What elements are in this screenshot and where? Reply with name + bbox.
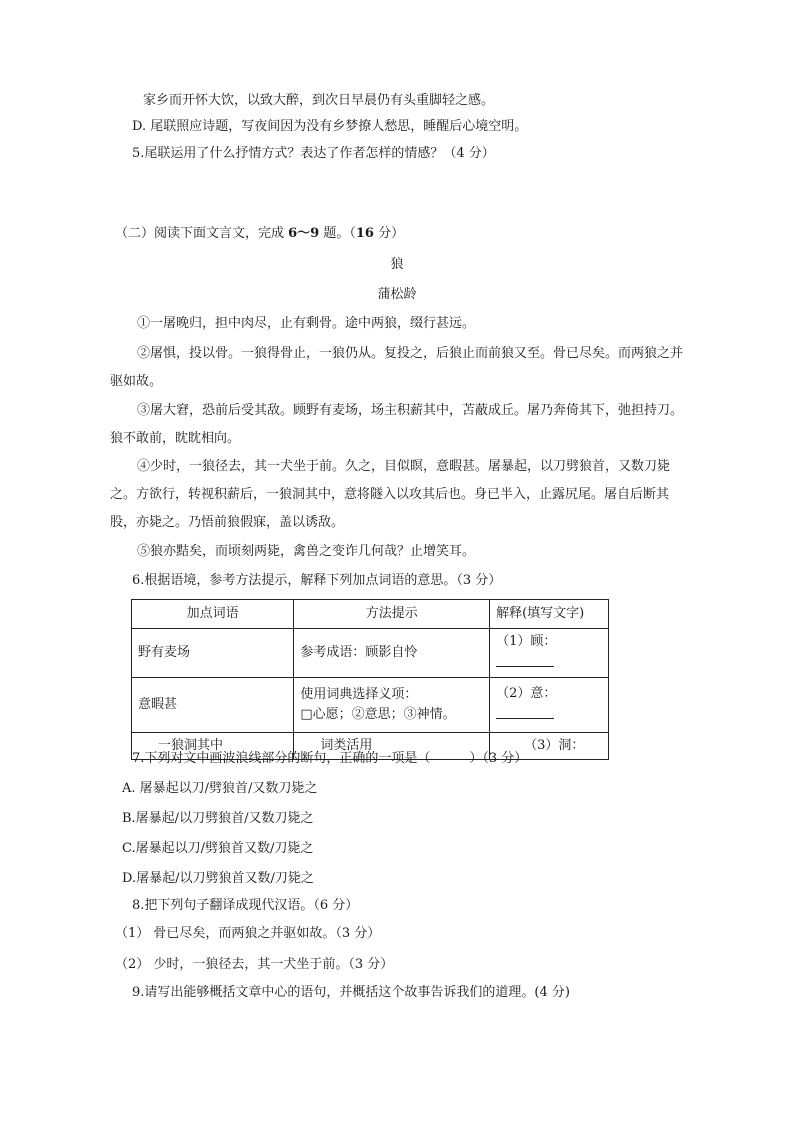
passage-paragraph-2: ②屠惧，投以骨。一狼得骨止，一狼仍从。复投之，后狼止而前狼又至。骨已尽矣。而两狼之并驱如故。 bbox=[110, 346, 684, 389]
passage-title: 狼 bbox=[390, 257, 404, 272]
question-8-sentence-1: （1） 骨已尽矣，而两狼之并驱如故。（3 分） bbox=[115, 926, 381, 941]
passage-paragraph-3: ③屠大窘，恐前后受其敌。顾野有麦场，场主积薪其中，苫蔽成丘。屠乃奔倚其下，弛担持刀。狼不敢前，眈眈相向。 bbox=[110, 403, 684, 446]
table-cell-word: 意暇甚 bbox=[132, 678, 294, 733]
question-8-stem: 8.把下列句子翻译成现代汉语。（6 分） bbox=[132, 898, 359, 913]
table-cell-hint: 参考成语：顾影自怜 bbox=[294, 629, 490, 678]
table-cell-hint: 词类活用 bbox=[294, 733, 490, 760]
answer-blank[interactable] bbox=[496, 652, 554, 667]
option-a: A. 屠暴起以刀/劈狼首/又数刀毙之 bbox=[122, 781, 318, 796]
answer-blank[interactable] bbox=[496, 704, 554, 719]
heading-score: 16 bbox=[355, 226, 374, 241]
option-d: D. 尾联照应诗题，写夜间因为没有乡梦撩人愁思，睡醒后心境空明。 bbox=[132, 119, 528, 134]
answer-label: （2）意： bbox=[496, 686, 557, 701]
option-d: D.屠暴起/以刀劈狼首又数/刀毙之 bbox=[122, 871, 314, 886]
heading-text: （二）阅读下面文言文，完成 bbox=[115, 226, 289, 241]
passage-paragraph-5: ⑤狼亦黠矣，而顷刻两毙，禽兽之变诈几何哉？止增笑耳。 bbox=[137, 544, 476, 559]
hint-line: □心愿；②意思；③神情。 bbox=[300, 707, 456, 722]
vocab-table bbox=[131, 599, 609, 760]
heading-text: 分） bbox=[373, 226, 405, 241]
table-header-row bbox=[132, 600, 609, 629]
table-header: 加点词语 bbox=[132, 600, 294, 629]
question-5: 5.尾联运用了什么抒情方式？表达了作者怎样的情感？（4 分） bbox=[132, 146, 495, 161]
passage-paragraph-4: ④少时，一狼径去，其一犬坐于前。久之，目似瞑，意暇甚。屠暴起，以刀劈狼首，又数刀毙之。方欲行，转视积薪后，一狼洞其中，意将隧入以攻其后也。身已半入，止露尻尾。屠自后断其股，亦毙之。乃悟前狼假寐，盖以诱敌。 bbox=[110, 459, 671, 530]
answer-label: （1）顾： bbox=[496, 634, 557, 649]
question-6-stem: 6.根据语境，参考方法提示，解释下列加点词语的意思。（3 分） bbox=[132, 573, 502, 588]
table-header: 方法提示 bbox=[294, 600, 490, 629]
table-row bbox=[132, 678, 609, 733]
table-cell-word: 一狼洞其中 bbox=[132, 733, 294, 760]
table-cell-answer bbox=[490, 678, 609, 733]
table-row bbox=[132, 629, 609, 678]
heading-range: 6～9 bbox=[288, 226, 320, 241]
table-header: 解释(填写文字) bbox=[490, 600, 609, 629]
section-2-heading bbox=[115, 225, 404, 243]
question-7-stem: 7.下列对文中画波浪线部分的断句，正确的一项是（ ）（3 分） bbox=[132, 751, 528, 766]
question-9-stem: 9.请写出能够概括文章中心的语句，并概括这个故事告诉我们的道理。(4 分) bbox=[132, 985, 570, 1000]
table-cell-hint bbox=[294, 678, 490, 733]
heading-text: 题。（ bbox=[319, 226, 356, 241]
option-c-continuation: 家乡而开怀大饮，以致大醉，到次日早晨仍有头重脚轻之感。 bbox=[143, 93, 495, 108]
question-8-sentence-2: （2） 少时，一狼径去，其一犬坐于前。（3 分） bbox=[115, 957, 394, 972]
table-cell-answer: （3）洞： bbox=[490, 733, 609, 760]
passage-author: 蒲松龄 bbox=[377, 287, 417, 302]
option-b: B.屠暴起/以刀劈狼首/又数刀毙之 bbox=[122, 811, 314, 826]
table-cell-answer bbox=[490, 629, 609, 678]
passage-paragraph-1: ①一屠晚归，担中肉尽，止有剩骨。途中两狼，缀行甚远。 bbox=[137, 316, 476, 331]
hint-line: 使用词典选择义项： bbox=[300, 687, 418, 702]
table-cell-word: 野有麦场 bbox=[132, 629, 294, 678]
option-c: C.屠暴起以刀/劈狼首又数/刀毙之 bbox=[122, 841, 314, 856]
